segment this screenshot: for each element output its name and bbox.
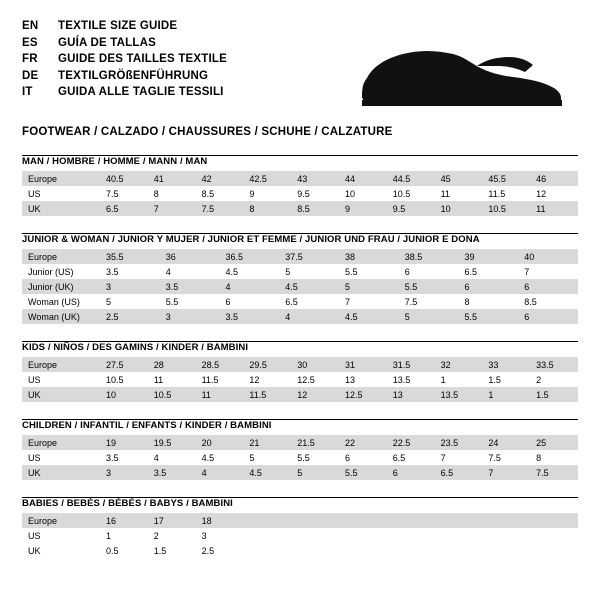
- cell: 13: [339, 372, 387, 387]
- cell: 4: [220, 279, 280, 294]
- cell: 2.5: [100, 309, 160, 324]
- size-group-junior-woman: [22, 233, 578, 324]
- cell: 10: [435, 201, 483, 216]
- cell: 4.5: [339, 309, 399, 324]
- cell: 22.5: [387, 435, 435, 450]
- cell: 4: [160, 264, 220, 279]
- cell: 42.5: [243, 171, 291, 186]
- cell: 41: [148, 171, 196, 186]
- cell: 3.5: [100, 264, 160, 279]
- cell: 6.5: [387, 450, 435, 465]
- cell: 10: [100, 387, 148, 402]
- cell: 11.5: [196, 372, 244, 387]
- cell: 1: [435, 372, 483, 387]
- cell: 1.5: [148, 543, 196, 558]
- size-group-kids: [22, 341, 578, 402]
- cell: [339, 543, 387, 558]
- page-title: FOOTWEAR / CALZADO / CHAUSSURES / SCHUHE / CALZATURE: [22, 126, 393, 138]
- cell: 5: [339, 279, 399, 294]
- table-row: [22, 543, 578, 558]
- cell: [530, 528, 578, 543]
- language-title: GUIDA ALLE TAGLIE TESSILI: [58, 86, 224, 98]
- cell: 7.5: [196, 201, 244, 216]
- cell: 30: [291, 357, 339, 372]
- language-title: TEXTILGRÖßENFÜHRUNG: [58, 69, 209, 82]
- cell: 5: [399, 309, 459, 324]
- cell: 40: [518, 249, 578, 264]
- cell: 4.5: [196, 450, 244, 465]
- language-code: FR: [22, 53, 38, 65]
- size-group-babies: [22, 497, 578, 558]
- cell: [482, 528, 530, 543]
- cell: 10.5: [100, 372, 148, 387]
- table-row: [22, 171, 578, 186]
- cell: [387, 543, 435, 558]
- cell: [387, 513, 435, 528]
- cell: 7: [518, 264, 578, 279]
- cell: 36.5: [220, 249, 280, 264]
- cell: [291, 513, 339, 528]
- row-label: Europe: [22, 513, 100, 528]
- cell: 2: [148, 528, 196, 543]
- cell: 1.5: [530, 387, 578, 402]
- cell: 11: [530, 201, 578, 216]
- cell: 20: [196, 435, 244, 450]
- cell: 3.5: [100, 450, 148, 465]
- cell: 7: [339, 294, 399, 309]
- table-row: [22, 387, 578, 402]
- cell: 11: [435, 186, 483, 201]
- table-row: [22, 465, 578, 480]
- cell: 6: [518, 279, 578, 294]
- size-table-children: [22, 435, 578, 480]
- cell: 12: [530, 186, 578, 201]
- cell: 6: [459, 279, 519, 294]
- cell: 31.5: [387, 357, 435, 372]
- cell: 12.5: [291, 372, 339, 387]
- language-code: EN: [22, 20, 39, 32]
- cell: [482, 543, 530, 558]
- cell: 6: [220, 294, 280, 309]
- cell: 5.5: [160, 294, 220, 309]
- table-row: [22, 435, 578, 450]
- table-row: [22, 357, 578, 372]
- cell: 17: [148, 513, 196, 528]
- language-title: TEXTILE SIZE GUIDE: [58, 20, 178, 32]
- cell: 32: [435, 357, 483, 372]
- cell: 39: [459, 249, 519, 264]
- row-label: UK: [22, 387, 100, 402]
- cell: 37.5: [279, 249, 339, 264]
- cell: [482, 513, 530, 528]
- language-code: ES: [22, 36, 38, 49]
- size-table-man: [22, 171, 578, 216]
- cell: 31: [339, 357, 387, 372]
- cell: 38: [339, 249, 399, 264]
- cell: 6: [339, 450, 387, 465]
- row-label: Europe: [22, 171, 100, 186]
- cell: 6.5: [435, 465, 483, 480]
- cell: 29.5: [243, 357, 291, 372]
- cell: 21: [243, 435, 291, 450]
- table-row: [22, 264, 578, 279]
- table-row: [22, 450, 578, 465]
- cell: 44.5: [387, 171, 435, 186]
- cell: 5: [100, 294, 160, 309]
- row-label: Junior (UK): [22, 279, 100, 294]
- cell: 8.5: [518, 294, 578, 309]
- language-code: DE: [22, 69, 39, 82]
- cell: 7: [482, 465, 530, 480]
- cell: 7: [435, 450, 483, 465]
- cell: 4: [148, 450, 196, 465]
- size-group-man: [22, 155, 578, 216]
- cell: [243, 528, 291, 543]
- cell: 9: [339, 201, 387, 216]
- cell: 7.5: [100, 186, 148, 201]
- cell: 7.5: [399, 294, 459, 309]
- cell: 3: [160, 309, 220, 324]
- cell: 5: [291, 465, 339, 480]
- cell: 42: [196, 171, 244, 186]
- dress-shoe-icon: [357, 30, 572, 110]
- cell: 6.5: [100, 201, 148, 216]
- page-header: [22, 18, 578, 110]
- cell: [291, 543, 339, 558]
- cell: 5.5: [399, 279, 459, 294]
- size-table-kids: [22, 357, 578, 402]
- cell: [435, 513, 483, 528]
- cell: 5.5: [459, 309, 519, 324]
- cell: 13.5: [435, 387, 483, 402]
- cell: [243, 513, 291, 528]
- cell: 3.5: [160, 279, 220, 294]
- cell: 8.5: [196, 186, 244, 201]
- cell: 1: [482, 387, 530, 402]
- cell: 23.5: [435, 435, 483, 450]
- table-row: [22, 186, 578, 201]
- cell: [387, 528, 435, 543]
- cell: 45.5: [482, 171, 530, 186]
- cell: 11.5: [243, 387, 291, 402]
- cell: [530, 543, 578, 558]
- group-title: CHILDREN / INFANTIL / ENFANTS / KINDER / BAMBINI: [22, 420, 272, 431]
- cell: 24: [482, 435, 530, 450]
- cell: 1: [100, 528, 148, 543]
- row-label: UK: [22, 201, 100, 216]
- row-label: Europe: [22, 435, 100, 450]
- cell: 4.5: [220, 264, 280, 279]
- cell: 1.5: [482, 372, 530, 387]
- cell: 40.5: [100, 171, 148, 186]
- cell: 13.5: [387, 372, 435, 387]
- cell: 12.5: [339, 387, 387, 402]
- language-row: [22, 35, 227, 52]
- cell: 8: [530, 450, 578, 465]
- row-label: UK: [22, 465, 100, 480]
- cell: 27.5: [100, 357, 148, 372]
- cell: 8: [148, 186, 196, 201]
- cell: 19.5: [148, 435, 196, 450]
- language-title: GUÍA DE TALLAS: [58, 36, 156, 49]
- cell: 8: [243, 201, 291, 216]
- cell: 2: [530, 372, 578, 387]
- language-row: [22, 18, 227, 35]
- table-row: [22, 528, 578, 543]
- cell: 9.5: [387, 201, 435, 216]
- row-label: Woman (US): [22, 294, 100, 309]
- cell: 11: [196, 387, 244, 402]
- cell: 6.5: [459, 264, 519, 279]
- cell: 35.5: [100, 249, 160, 264]
- size-group-children: [22, 419, 578, 480]
- row-label: Junior (US): [22, 264, 100, 279]
- row-label: Woman (UK): [22, 309, 100, 324]
- cell: 21.5: [291, 435, 339, 450]
- cell: 33.5: [530, 357, 578, 372]
- cell: 13: [387, 387, 435, 402]
- group-title: JUNIOR & WOMAN / JUNIOR Y MUJER / JUNIOR ET FEMME / JUNIOR UND FRAU / JUNIOR E DONA: [22, 234, 480, 245]
- cell: [435, 528, 483, 543]
- cell: 19: [100, 435, 148, 450]
- language-row: [22, 84, 227, 101]
- cell: 10.5: [148, 387, 196, 402]
- table-row: [22, 513, 578, 528]
- cell: 22: [339, 435, 387, 450]
- row-label: Europe: [22, 249, 100, 264]
- cell: 36: [160, 249, 220, 264]
- cell: 5.5: [339, 465, 387, 480]
- cell: 5: [279, 264, 339, 279]
- cell: [339, 528, 387, 543]
- cell: 8.5: [291, 201, 339, 216]
- cell: 6: [399, 264, 459, 279]
- language-row: [22, 51, 227, 68]
- cell: 2.5: [196, 543, 244, 558]
- cell: 46: [530, 171, 578, 186]
- cell: 3: [100, 279, 160, 294]
- row-label: US: [22, 186, 100, 201]
- table-row: [22, 372, 578, 387]
- cell: 38.5: [399, 249, 459, 264]
- language-code: IT: [22, 86, 33, 98]
- row-label: US: [22, 450, 100, 465]
- row-label: US: [22, 372, 100, 387]
- size-table-babies: [22, 513, 578, 558]
- cell: 3: [100, 465, 148, 480]
- cell: 3.5: [148, 465, 196, 480]
- cell: 10.5: [387, 186, 435, 201]
- cell: 4: [279, 309, 339, 324]
- cell: [339, 513, 387, 528]
- row-label: Europe: [22, 357, 100, 372]
- cell: 16: [100, 513, 148, 528]
- table-row: [22, 249, 578, 264]
- cell: 8: [459, 294, 519, 309]
- cell: 45: [435, 171, 483, 186]
- group-title: BABIES / BEBÉS / BÉBÉS / BABYS / BAMBINI: [22, 498, 233, 509]
- cell: 28: [148, 357, 196, 372]
- cell: 11: [148, 372, 196, 387]
- cell: 12: [291, 387, 339, 402]
- cell: 10: [339, 186, 387, 201]
- cell: [435, 543, 483, 558]
- table-row: [22, 309, 578, 324]
- table-row: [22, 294, 578, 309]
- cell: 9.5: [291, 186, 339, 201]
- cell: 11.5: [482, 186, 530, 201]
- cell: 5.5: [291, 450, 339, 465]
- cell: 0.5: [100, 543, 148, 558]
- cell: 3: [196, 528, 244, 543]
- cell: 5.5: [339, 264, 399, 279]
- cell: 7.5: [482, 450, 530, 465]
- cell: 18: [196, 513, 244, 528]
- table-row: [22, 279, 578, 294]
- cell: [243, 543, 291, 558]
- cell: 4.5: [243, 465, 291, 480]
- cell: 7.5: [530, 465, 578, 480]
- cell: [291, 528, 339, 543]
- language-titles: [22, 18, 227, 101]
- cell: 10.5: [482, 201, 530, 216]
- cell: 6.5: [279, 294, 339, 309]
- cell: 33: [482, 357, 530, 372]
- table-row: [22, 201, 578, 216]
- row-label: US: [22, 528, 100, 543]
- cell: 3.5: [220, 309, 280, 324]
- cell: 4.5: [279, 279, 339, 294]
- group-title: MAN / HOMBRE / HOMME / MANN / MAN: [22, 156, 208, 167]
- cell: 9: [243, 186, 291, 201]
- cell: 12: [243, 372, 291, 387]
- row-label: UK: [22, 543, 100, 558]
- group-title: KIDS / NIÑOS / DES GAMINS / KINDER / BAMBINI: [22, 342, 249, 353]
- cell: 28.5: [196, 357, 244, 372]
- cell: 7: [148, 201, 196, 216]
- cell: 43: [291, 171, 339, 186]
- cell: 6: [518, 309, 578, 324]
- cell: [530, 513, 578, 528]
- size-table-junior-woman: [22, 249, 578, 324]
- language-row: [22, 68, 227, 85]
- language-title: GUIDE DES TAILLES TEXTILE: [58, 53, 227, 65]
- cell: 5: [243, 450, 291, 465]
- cell: 25: [530, 435, 578, 450]
- cell: 4: [196, 465, 244, 480]
- cell: 6: [387, 465, 435, 480]
- cell: 44: [339, 171, 387, 186]
